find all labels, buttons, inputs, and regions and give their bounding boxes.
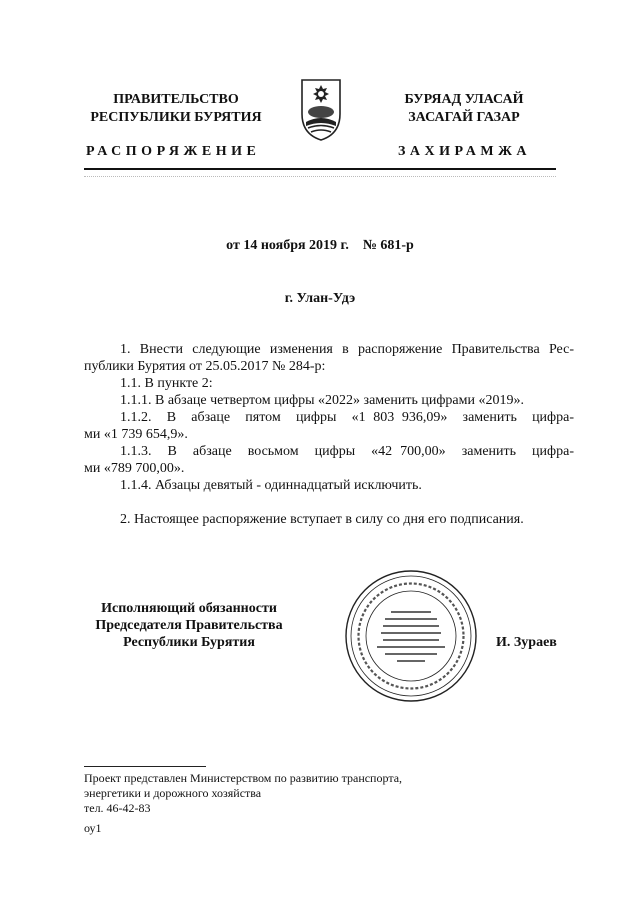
footer-prepared-by-line1: Проект представлен Министерством по развитию транспорта, <box>84 771 403 785</box>
header-divider <box>84 168 556 170</box>
paragraph-1-1-2-line2: ми «1 739 654,9». <box>84 427 188 442</box>
paragraph-1-1-2-line1: 1.1.2. В абзаце пятом цифры «1 803 936,09» заменить цифра- <box>120 410 574 425</box>
coat-of-arms-emblem <box>296 76 346 142</box>
paragraph-1-1-3-line1: 1.1.3. В абзаце восьмом цифры «42 700,00» заменить цифра- <box>120 444 574 459</box>
paragraph-1-1-1: 1.1.1. В абзаце четвертом цифры «2022» заменить цифрами «2019». <box>120 393 524 408</box>
paragraph-1-1-3-line2: ми «789 700,00». <box>84 461 185 476</box>
signer-title-line3: Республики Бурятия <box>123 635 255 650</box>
paragraph-1-1-4: 1.1.4. Абзацы девятый - одиннадцатый исключить. <box>120 478 422 493</box>
org-name-ru-line2: РЕСПУБЛИКИ БУРЯТИЯ <box>90 110 262 125</box>
paragraph-1-line1: 1. Внести следующие изменения в распоряжение Правительства Рес- <box>120 342 574 357</box>
doc-type-bua: ЗАХИРАМЖА <box>398 144 532 159</box>
footer-code: оу1 <box>84 821 102 835</box>
paragraph-2: 2. Настоящее распоряжение вступает в силу со дня его подписания. <box>120 512 524 527</box>
footer-phone: тел. 46-42-83 <box>84 801 151 815</box>
header-dotted-line <box>84 176 556 178</box>
paragraph-1-line2: публики Бурятия от 25.05.2017 № 284-р: <box>84 359 326 374</box>
footer-prepared-by-line2: энергетики и дорожного хозяйства <box>84 786 262 800</box>
signer-name: И. Зураев <box>496 635 557 650</box>
org-name-ru-line1: ПРАВИТЕЛЬСТВО <box>113 92 239 107</box>
signer-title-line2: Председателя Правительства <box>95 618 283 633</box>
paragraph-1-1: 1.1. В пункте 2: <box>120 376 213 391</box>
official-stamp <box>343 568 479 704</box>
org-name-bua-line1: БУРЯАД УЛАСАЙ <box>404 92 524 107</box>
signer-title-line1: Исполняющий обязанности <box>101 601 277 616</box>
document-date-number: от 14 ноября 2019 г. № 681-р <box>226 238 414 253</box>
org-name-bua-line2: ЗАСАГАЙ ГАЗАР <box>408 110 520 125</box>
footnote-divider <box>84 766 206 767</box>
document-city: г. Улан-Удэ <box>284 291 356 306</box>
doc-type-ru: РАСПОРЯЖЕНИЕ <box>86 144 261 159</box>
